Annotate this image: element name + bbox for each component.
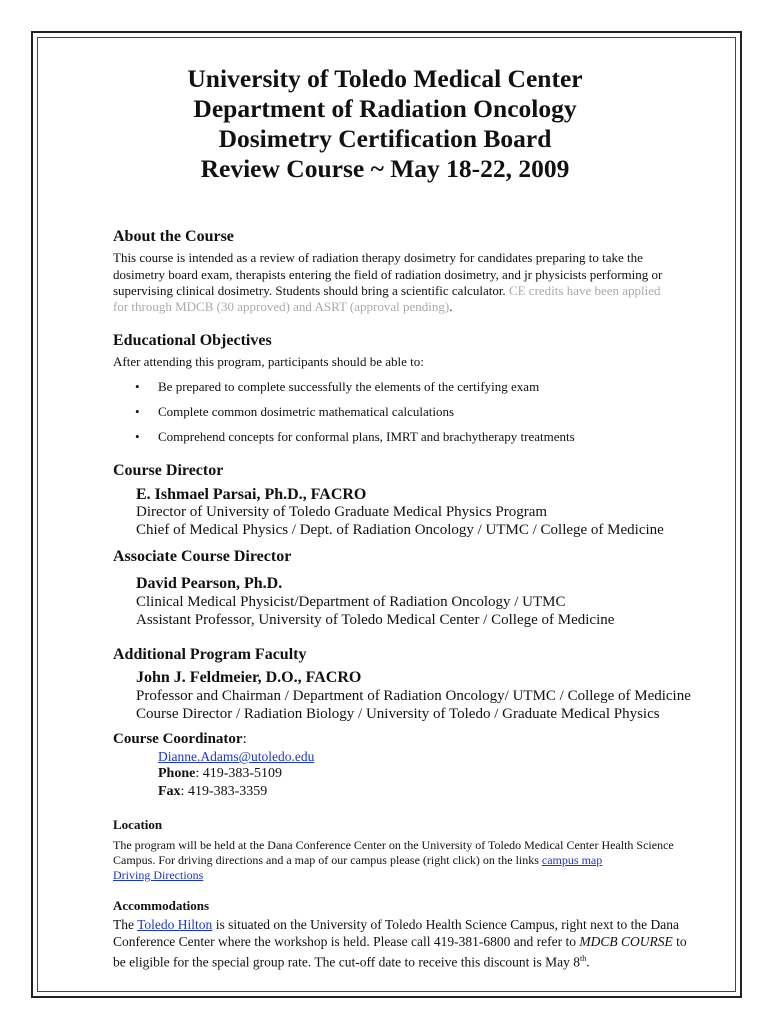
objective-text: Comprehend concepts for conformal plans, IMRT and brachytherapy treatments <box>158 429 575 444</box>
acc-l2-post: to <box>672 934 687 949</box>
ce-credits-text: CE credits have been applied <box>508 283 661 298</box>
acc-l1-pre: The <box>113 917 138 932</box>
title-line-4: Review Course ~ May 18-22, 2009 <box>200 154 570 183</box>
coordinator-colon: : <box>242 731 247 747</box>
objectives-intro: After attending this program, participants should be able to: <box>113 354 424 369</box>
fax-value: : 419-383-3359 <box>180 784 268 799</box>
accommodations-line-3 <box>113 951 590 971</box>
mdcb-course-text: MDCB COURSE <box>579 934 673 949</box>
coordinator-email-link[interactable]: Dianne.Adams@utoledo.edu <box>158 749 315 764</box>
phone-value: : 419-383-5109 <box>195 766 283 781</box>
bullet-icon: • <box>135 379 140 394</box>
director-line-1: Director of University of Toledo Graduate Medical Physics Program <box>136 504 548 520</box>
location-line-3 <box>113 867 203 884</box>
about-line-3-text: supervising clinical dosimetry. Students should bring a scientific calculator. <box>113 283 506 298</box>
title-line-3: Dosimetry Certification Board <box>218 124 552 153</box>
faculty-name: John J. Feldmeier, D.O., FACRO <box>136 669 362 686</box>
document-title <box>40 64 730 184</box>
acc-l3-end: . <box>586 954 590 970</box>
acc-l3-sup: th <box>579 954 587 963</box>
director-heading: Course Director <box>113 462 224 479</box>
associate-line-1: Clinical Medical Physicist/Department of Radiation Oncology / UTMC <box>136 594 566 610</box>
accommodations-line-1 <box>113 917 679 934</box>
title-line-2: Department of Radiation Oncology <box>193 94 577 123</box>
faculty-line-1: Professor and Chairman / Department of Radiation Oncology/ UTMC / College of Medicine <box>136 688 691 704</box>
director-line-2: Chief of Medical Physics / Dept. of Radiation Oncology / UTMC / College of Medicine <box>136 522 664 538</box>
about-line-4-end: . <box>449 299 453 314</box>
ce-credits-text-2: for through MDCB (30 approved) and ASRT (approval pending) <box>113 299 450 314</box>
campus-map-link[interactable]: campus map <box>541 853 603 867</box>
coordinator-email-row <box>158 749 314 765</box>
director-name: E. Ishmael Parsai, Ph.D., FACRO <box>136 486 367 503</box>
toledo-hilton-link[interactable]: Toledo Hilton <box>137 917 213 932</box>
faculty-line-2: Course Director / Radiation Biology / University of Toledo / Graduate Medical Physics <box>136 706 660 722</box>
accommodations-line-2 <box>113 934 687 951</box>
fax-label: Fax <box>158 784 181 799</box>
objective-text: Be prepared to complete successfully the elements of the certifying exam <box>158 379 540 394</box>
associate-heading: Associate Course Director <box>113 548 292 565</box>
acc-l3-pre: be eligible for the special group rate. The cut-off date to receive this discount is May 8 <box>113 954 580 970</box>
faculty-heading: Additional Program Faculty <box>113 646 307 663</box>
objectives-heading: Educational Objectives <box>113 332 272 349</box>
bullet-icon: • <box>135 429 140 444</box>
objective-text: Complete common dosimetric mathematical calculations <box>158 404 455 419</box>
about-line-3 <box>113 283 661 300</box>
accommodations-heading: Accommodations <box>113 898 210 913</box>
associate-line-2: Assistant Professor, University of Toledo Medical Center / College of Medicine <box>136 612 615 628</box>
phone-label: Phone <box>158 766 196 781</box>
location-line-1: The program will be held at the Dana Conference Center on the University of Toledo Medical Center Health Science <box>113 838 674 852</box>
about-heading: About the Course <box>113 228 234 245</box>
bullet-icon: • <box>135 404 140 419</box>
location-heading: Location <box>113 817 163 832</box>
about-line-4 <box>113 299 452 316</box>
acc-l1-post: is situated on the University of Toledo Health Science Campus, right next to the Dana <box>212 917 680 932</box>
location-line-2-text: Campus. For driving directions and a map of our campus please (right click) on the links <box>113 853 542 867</box>
acc-l2-pre: Conference Center where the workshop is held. Please call 419-381-6800 and refer to <box>113 934 580 949</box>
driving-directions-link[interactable]: Driving Directions <box>113 868 204 882</box>
coordinator-heading-text: Course Coordinator <box>113 731 243 747</box>
coordinator-heading <box>113 731 247 748</box>
coordinator-phone <box>158 766 282 782</box>
about-line-2: dosimetry board exam, therapists entering the field of radiation dosimetry, and jr physicists performing or <box>113 267 663 282</box>
title-line-1: University of Toledo Medical Center <box>187 64 583 93</box>
associate-name: David Pearson, Ph.D. <box>136 575 283 592</box>
coordinator-fax <box>158 784 267 800</box>
about-line-1: This course is intended as a review of radiation therapy dosimetry for candidates preparing to take the <box>113 250 643 265</box>
